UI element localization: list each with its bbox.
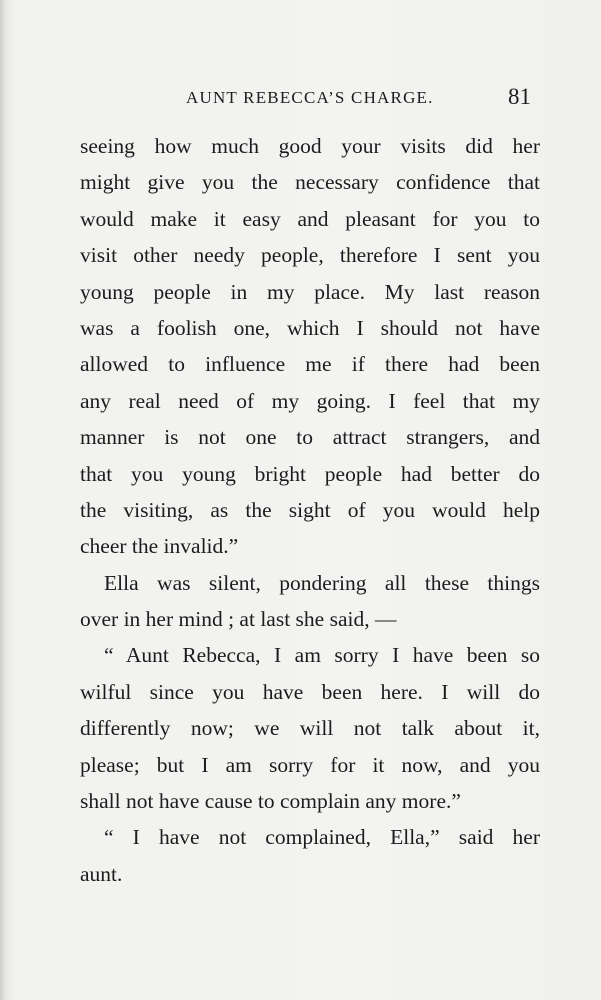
text-line: wilful since you have been here. I will do bbox=[80, 679, 540, 704]
paragraph-end-line: aunt. bbox=[80, 861, 123, 886]
text-line: any real need of my going. I feel that my bbox=[80, 388, 540, 413]
paragraph-end-line: over in her mind ; at last she said, — bbox=[80, 607, 397, 632]
text-line: please; but I am sorry for it now, and you bbox=[80, 752, 540, 777]
paragraph-end-line: shall not have cause to complain any more.” bbox=[80, 789, 461, 814]
paragraph-first-line: “ Aunt Rebecca, I am sorry I have been so bbox=[104, 643, 540, 668]
paragraph-first-line: “ I have not complained, Ella,” said her bbox=[104, 825, 540, 850]
text-line: might give you the necessary confidence that bbox=[80, 170, 540, 195]
paragraph-first-line: Ella was silent, pondering all these things bbox=[104, 570, 540, 595]
text-line: seeing how much good your visits did her bbox=[80, 134, 540, 158]
page-number: 81 bbox=[508, 84, 531, 109]
text-line: allowed to influence me if there had been bbox=[80, 352, 540, 377]
text-line: differently now; we will not talk about it, bbox=[80, 716, 540, 741]
paragraph-end-line: cheer the invalid.” bbox=[80, 534, 239, 559]
text-line: the visiting, as the sight of you would help bbox=[80, 497, 540, 522]
running-header bbox=[0, 84, 601, 110]
body-text bbox=[80, 128, 540, 892]
text-line: visit other needy people, therefore I sent you bbox=[80, 243, 540, 268]
page-edge-shadow bbox=[0, 0, 6, 1000]
running-title: AUNT REBECCA’S CHARGE. bbox=[186, 88, 434, 107]
text-line: young people in my place. My last reason bbox=[80, 279, 540, 304]
text-line: manner is not one to attract strangers, and bbox=[80, 425, 540, 450]
text-line: that you young bright people had better do bbox=[80, 461, 540, 486]
text-line: was a foolish one, which I should not have bbox=[80, 315, 540, 340]
text-line: would make it easy and pleasant for you to bbox=[80, 206, 540, 231]
